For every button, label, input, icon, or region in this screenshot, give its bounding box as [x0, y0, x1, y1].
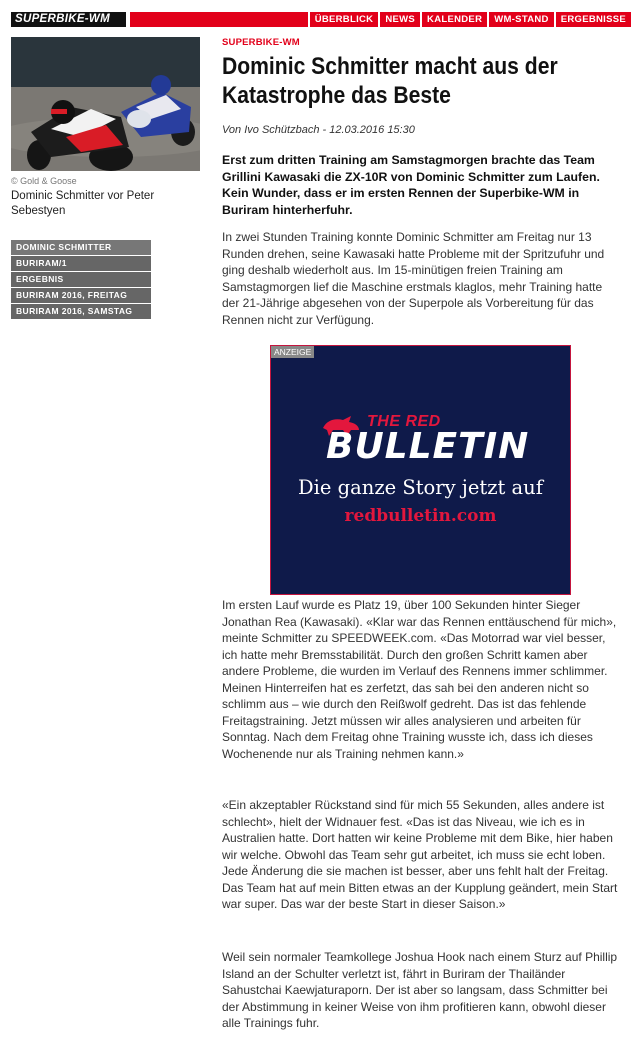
photo-caption: Dominic Schmitter vor Peter Sebestyen: [11, 190, 155, 217]
section-brand[interactable]: SUPERBIKE-WM: [11, 12, 126, 27]
nav-news[interactable]: NEWS: [378, 12, 420, 27]
top-bar: [11, 12, 631, 27]
article-photo[interactable]: [11, 37, 200, 171]
tag-buriram-1[interactable]: BURIRAM/1: [11, 256, 151, 271]
photo-credit: © Gold & Goose: [11, 176, 77, 186]
article-paragraph-4: Weil sein normaler Teamkollege Joshua Hook nach einem Sturz auf Phillip Island an der Schulter verletzt ist, fährt in Buriram der Thailänder Sahustchai Kaewjaturaporn. Der ist aber so langsam, dass Schmitter bei der Abstimmung in keiner Weise von ihm profitieren kann, obwohl dieser alle Trainings fuhr.: [222, 950, 618, 1030]
article-title: Dominic Schmitter macht aus der Katastrophe das Beste: [222, 53, 558, 109]
advertisement[interactable]: [270, 345, 571, 595]
article-paragraph-1: In zwei Stunden Training konnte Dominic Schmitter am Freitag nur 13 Runden drehen, seine Kawasaki hatte Probleme mit der Spritzufuhr und ging deshalb wiederholt aus. Im 15-minütigen freien Training am Samstagmorgen lief die Maschine erstmals klaglos, mehr Training hatte der 21-Jährige abgesehen von der Superpole als Vorbereitung für das Rennen nicht zur Verfügung.: [222, 230, 605, 327]
main-nav: [130, 12, 631, 27]
nav-ueberblick[interactable]: ÜBERBLICK: [308, 12, 379, 27]
ad-url[interactable]: redbulletin.com: [344, 506, 497, 526]
tag-buriram-freitag[interactable]: BURIRAM 2016, FREITAG: [11, 288, 151, 303]
nav-kalender[interactable]: KALENDER: [420, 12, 487, 27]
ad-brand: BULLETIN: [326, 426, 530, 467]
article-byline: Von Ivo Schützbach - 12.03.2016 15:30: [222, 124, 415, 136]
article-kicker[interactable]: SUPERBIKE-WM: [222, 37, 300, 48]
article-paragraph-3: «Ein akzeptabler Rückstand sind für mich 55 Sekunden, alles andere ist schlecht», hielt der Widnauer fest. «Das ist das Niveau, wie ich es in Australien hatte. Dort hatten wir keine Probleme mit dem Bike, hier haben wir welche. Obwohl das Team sehr gut arbeitet, ich muss sie echt loben. Jede Änderung die sie machen ist besser, aber uns fehlt halt der Freitag. Das Team hat auf mein Bitten etwas an der Kupplung geändert, mein Start war super. Das war der beste Start in dieser Saison.»: [222, 798, 618, 911]
motorcycle-racing-image: [11, 37, 200, 171]
tag-dominic-schmitter[interactable]: DOMINIC SCHMITTER: [11, 240, 151, 255]
nav-wm-stand[interactable]: WM-STAND: [487, 12, 553, 27]
tag-ergebnis[interactable]: ERGEBNIS: [11, 272, 151, 287]
related-tags: [11, 240, 151, 320]
tag-buriram-samstag[interactable]: BURIRAM 2016, SAMSTAG: [11, 304, 151, 319]
ad-brand-top: THE RED: [367, 413, 441, 430]
ad-tagline: Die ganze Story jetzt auf: [298, 476, 543, 499]
nav-ergebnisse[interactable]: ERGEBNISSE: [554, 12, 631, 27]
article-lead: Erst zum dritten Training am Samstagmorgen brachte das Team Grillini Kawasaki die ZX-10R von Dominic Schmitter zum Laufen. Kein Wunder, dass er im ersten Rennen der Superbike-WM in Buriram hinterherfuhr.: [222, 153, 600, 217]
ad-label: ANZEIGE: [271, 346, 314, 358]
article-paragraph-2: Im ersten Lauf wurde es Platz 19, über 100 Sekunden hinter Sieger Jonathan Rea (Kawasaki). «Klar war das Rennen enttäuschend für mich», meinte Schmitter zu SPEEDWEEK.com. «Das Motorrad war viel besser, ich hatte mehr Bremsstabilität. Durch den großen Schritt kamen aber andere Probleme, die wurden im Verlauf des Rennens immer schlimmer. Meinen Hinterreifen hat es zerfetzt, das sah bei den anderen nicht so schlimm aus – wie durch den Reißwolf gedreht. Das ist das fehlende Freitagstraining. Jetzt müssen wir alles analysieren und arbeiten für Sonntag. Nach dem Freitag ohne Training wusste ich, dass ich dieses Wochenende nur als Training nehmen kann.»: [222, 598, 617, 761]
